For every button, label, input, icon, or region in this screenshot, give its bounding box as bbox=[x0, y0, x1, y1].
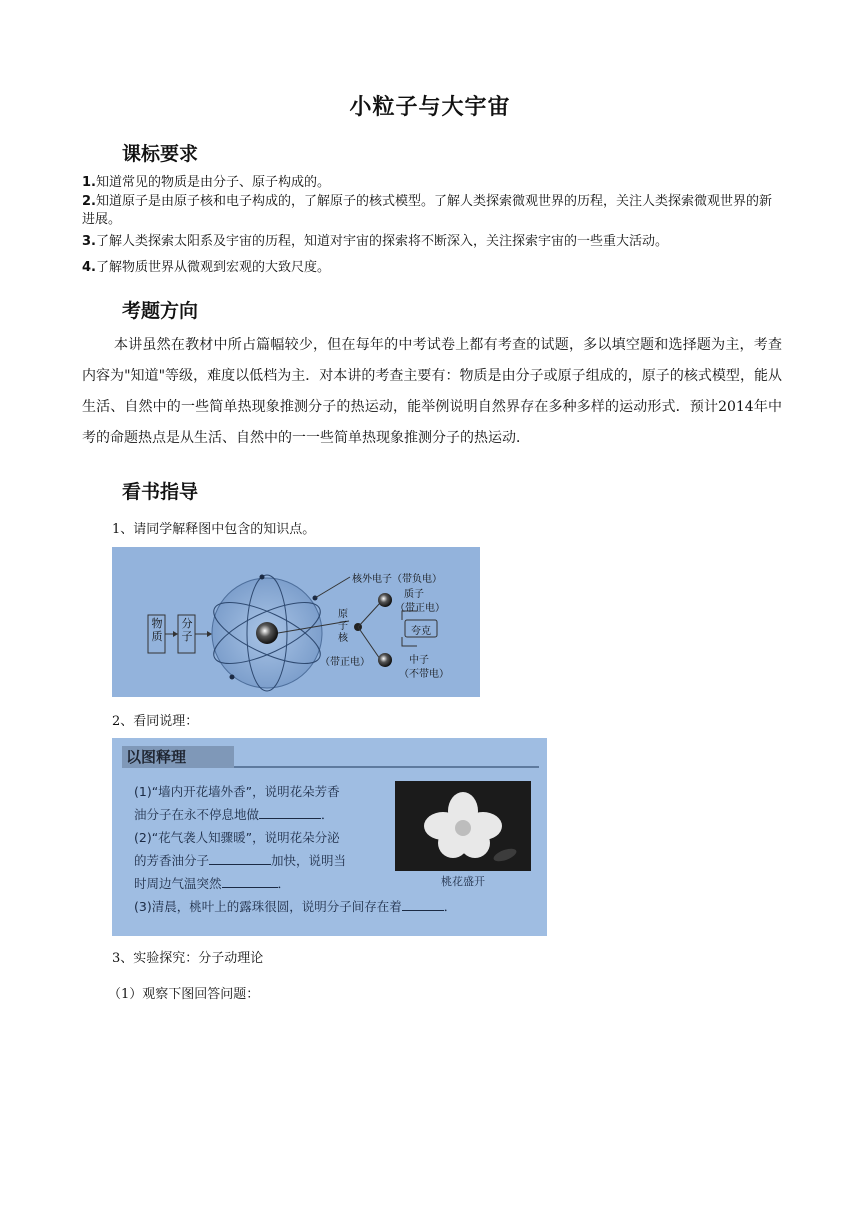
proton-label: 质子 bbox=[404, 589, 424, 600]
neutron-charge-label: （不带电） bbox=[399, 669, 449, 680]
molecule-label: 分子 bbox=[181, 617, 193, 643]
atom-structure-figure bbox=[112, 547, 480, 697]
guide-item-3-sub: （1）观察下图回答问题： bbox=[108, 987, 260, 1002]
quark-label: 夸克 bbox=[411, 626, 431, 637]
requirement-item bbox=[82, 193, 782, 229]
answer-blank[interactable] bbox=[402, 898, 444, 911]
question-line: (1)“墙内开花墙外香”，说明花朵芳香 bbox=[134, 784, 340, 799]
requirement-item bbox=[82, 233, 782, 251]
question-line: (2)“花气袭人知骤暖”，说明花朵分泌 bbox=[134, 830, 340, 845]
question-line: 的芳香油分子 加快，说明当 bbox=[134, 853, 347, 868]
answer-blank[interactable] bbox=[259, 806, 321, 819]
answer-blank[interactable] bbox=[209, 852, 271, 865]
picture-reasoning-figure bbox=[112, 738, 547, 936]
electron-label: 核外电子（带负电） bbox=[352, 574, 442, 585]
requirement-number: 2. bbox=[82, 194, 96, 209]
page-title: 小粒子与大宇宙 bbox=[349, 95, 511, 120]
question-line: (3)清晨，桃叶上的露珠很圆，说明分子间存在着 ． bbox=[134, 899, 457, 914]
question-line: 油分子在永不停息地做 ． bbox=[134, 807, 334, 822]
requirement-number: 1. bbox=[82, 175, 96, 190]
guide-item-3: 3、实验探究：分子动理论 bbox=[112, 951, 264, 966]
guide-item-2: 2、看同说理： bbox=[112, 714, 199, 729]
requirement-item bbox=[82, 174, 782, 192]
figure-header: 以图释理 bbox=[122, 746, 234, 768]
requirement-text: 了解人类探索太阳系及宇宙的历程，知道对宇宙的探索将不断深入，关注探索宇宙的一些重大活动。 bbox=[95, 234, 668, 249]
requirement-text: 了解物质世界从微观到宏观的大致尺度。 bbox=[95, 260, 330, 275]
header-rule bbox=[234, 766, 539, 768]
nucleus-charge-label: （带正电） bbox=[320, 657, 370, 668]
section-heading-exam-direction: 考题方向 bbox=[122, 300, 199, 322]
matter-label: 物质 bbox=[151, 617, 163, 643]
requirement-text: 知道原子是由原子核和电子构成的，了解原子的核式模型。了解人类探索微观世界的历程，关注人类探索微观世界的新进展。 bbox=[82, 194, 772, 227]
question-line: 时周边气温突然 ． bbox=[134, 876, 291, 891]
requirement-item bbox=[82, 259, 782, 277]
neutron-label: 中子 bbox=[409, 655, 429, 666]
requirement-number: 4. bbox=[82, 260, 96, 275]
exam-direction-paragraph: 本讲虽然在教材中所占篇幅较少，但在每年的中考试卷上都有考查的试题，多以填空题和选择题为主，考查内容为"知道"等级，难度以低档为主．对本讲的考查主要有：物质是由分子或原子组成的，原子的核式模型，能从生活、自然中的一些简单热现象推测分子的热运动，能举例说明自然界存在多种多样的运动形式．预计2014年中考的命题热点是从生活、自然中的一一些简单热现象推测分子的热运动． bbox=[82, 337, 782, 446]
requirement-text: 知道常见的物质是由分子、原子构成的。 bbox=[95, 175, 330, 190]
nucleus-label: 原子核 bbox=[338, 609, 348, 644]
guide-item-1: 1、请同学解释图中包含的知识点。 bbox=[112, 522, 316, 537]
photo-caption: 桃花盛开 bbox=[441, 875, 485, 888]
proton-charge-label: （带正电） bbox=[395, 603, 445, 614]
answer-blank[interactable] bbox=[222, 875, 278, 888]
section-heading-reading-guide: 看书指导 bbox=[122, 481, 199, 503]
peach-blossom-photo bbox=[395, 781, 531, 871]
flower-icon bbox=[395, 781, 531, 871]
section-heading-curriculum: 课标要求 bbox=[122, 143, 199, 165]
requirement-number: 3. bbox=[82, 234, 96, 249]
